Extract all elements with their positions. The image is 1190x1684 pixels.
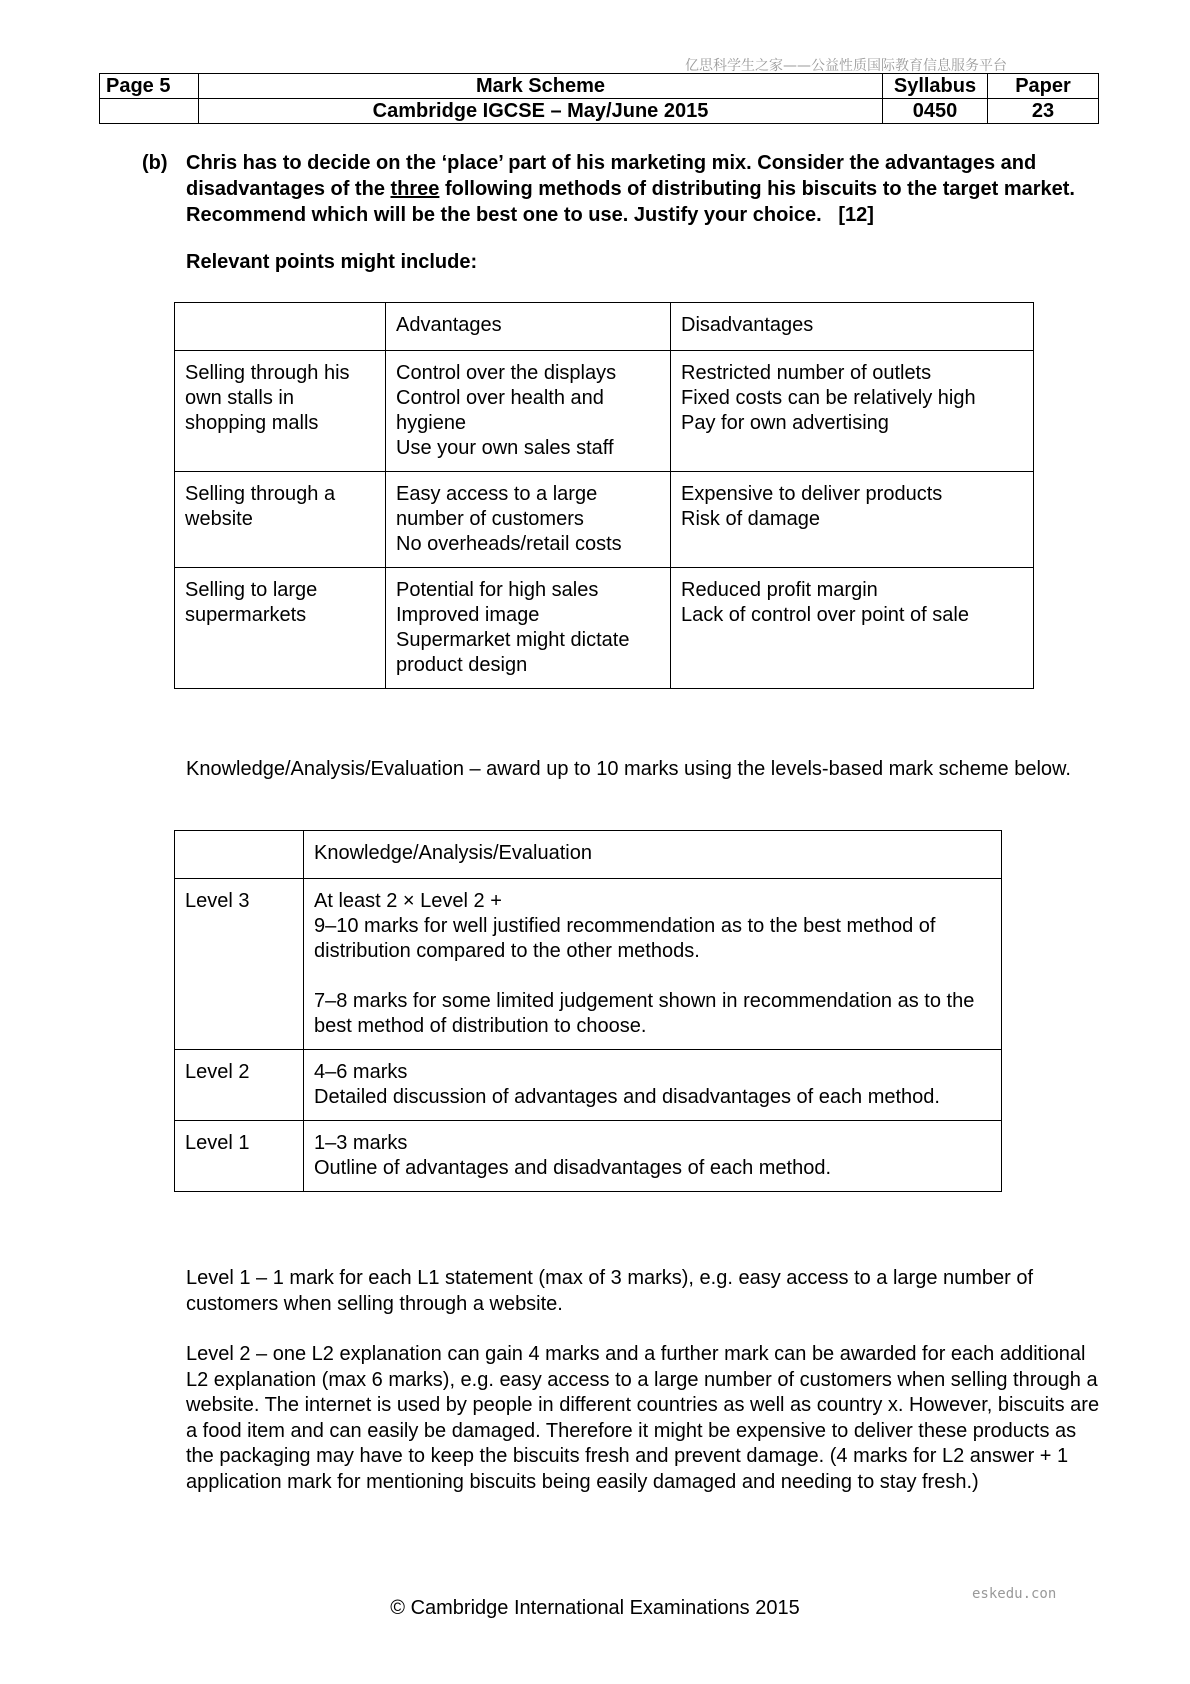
header-cell-empty [175, 831, 304, 879]
paper-value: 23 [988, 99, 1099, 124]
level-line: 7–8 marks for some limited judgement shown in recommendation as to the best method of distribution to choose. [314, 990, 975, 1037]
question-text-part2: following methods of distributing his biscuits to the target market. Recommend which will be the best one to use. Justify your choice. [186, 178, 1075, 226]
question-text-underlined: three [390, 178, 440, 200]
document-title: Mark Scheme [199, 74, 883, 99]
level-label: Level 1 [175, 1121, 304, 1192]
method-cell: Selling to large supermarkets [175, 568, 386, 689]
disadvantages-cell [671, 568, 1034, 689]
kae-intro: Knowledge/Analysis/Evaluation – award up to 10 marks using the levels-based mark scheme below. [186, 758, 1071, 780]
level-line: At least 2 × Level 2 + [314, 890, 502, 912]
method-cell: Selling through a website [175, 472, 386, 568]
advantage-item: Improved image [396, 604, 540, 626]
advantage-item: Control over health and hygiene [396, 387, 604, 434]
level1-note: Level 1 – 1 mark for each L1 statement (max of 3 marks), e.g. easy access to a large number of customers when selling through a website. [186, 1267, 1034, 1315]
advantage-item: No overheads/retail costs [396, 533, 622, 555]
table-header-row [175, 303, 1034, 351]
header-cell-kae: Knowledge/Analysis/Evaluation [304, 831, 1002, 879]
syllabus-label: Syllabus [883, 74, 988, 99]
spacer [314, 964, 991, 989]
disadvantages-cell [671, 472, 1034, 568]
method-cell: Selling through his own stalls in shopping malls [175, 351, 386, 472]
watermark-bottom: eskedu.con [972, 1586, 1057, 1602]
empty-cell [100, 99, 199, 124]
advantage-item: Easy access to a large number of customers [396, 483, 598, 530]
disadvantage-item: Reduced profit margin [681, 579, 878, 601]
copyright-footer: © Cambridge International Examinations 2015 [390, 1597, 800, 1619]
disadvantage-item: Expensive to deliver products [681, 483, 943, 505]
level-description [304, 879, 1002, 1050]
question-label: (b) [142, 152, 168, 174]
advantage-item: Potential for high sales [396, 579, 599, 601]
levels-table [174, 830, 1002, 1192]
advantage-item: Supermarket might dictate product design [396, 629, 630, 676]
level-line: 4–6 marks [314, 1061, 408, 1083]
mark-scheme-header [99, 73, 1099, 124]
advantage-item: Use your own sales staff [396, 437, 614, 459]
level-line: 9–10 marks for well justified recommendation as to the best method of distribution compared to the other methods. [314, 915, 936, 962]
level-line: Detailed discussion of advantages and disadvantages of each method. [314, 1086, 940, 1108]
advantage-item: Control over the displays [396, 362, 617, 384]
level2-note: Level 2 – one L2 explanation can gain 4 marks and a further mark can be awarded for each additional L2 explanation (max 6 marks), e.g. easy access to a large number of customers when selling through a website. The internet is used by people in different countries as well as country x. However, biscuits are a food item and can easily be damaged. Therefore it might be expensive to deliver these products as the packaging may have to keep the biscuits fresh and prevent damage. (4 marks for L2 answer + 1 application mark for mentioning biscuits being easily damaged and needing to stay fresh.) [186, 1343, 1100, 1493]
table-row [175, 351, 1034, 472]
disadvantage-item: Fixed costs can be relatively high [681, 387, 976, 409]
table-row [175, 1050, 1002, 1121]
document-subtitle: Cambridge IGCSE – May/June 2015 [199, 99, 883, 124]
question-text [186, 150, 1106, 228]
level-line: Outline of advantages and disadvantages of each method. [314, 1157, 832, 1179]
disadvantage-item: Lack of control over point of sale [681, 604, 969, 626]
syllabus-value: 0450 [883, 99, 988, 124]
advantages-cell [386, 472, 671, 568]
header-cell-empty [175, 303, 386, 351]
advantages-cell [386, 568, 671, 689]
level-line: 1–3 marks [314, 1132, 408, 1154]
disadvantage-item: Restricted number of outlets [681, 362, 932, 384]
disadvantages-cell [671, 351, 1034, 472]
relevant-points-heading: Relevant points might include: [186, 251, 478, 273]
paper-label: Paper [988, 74, 1099, 99]
level-label: Level 3 [175, 879, 304, 1050]
methods-table [174, 302, 1034, 689]
level-label: Level 2 [175, 1050, 304, 1121]
level-description [304, 1050, 1002, 1121]
header-cell-advantages: Advantages [386, 303, 671, 351]
page-number: Page 5 [100, 74, 199, 99]
table-row [175, 1121, 1002, 1192]
disadvantage-item: Pay for own advertising [681, 412, 889, 434]
table-row [175, 472, 1034, 568]
table-header-row [175, 831, 1002, 879]
table-row [175, 879, 1002, 1050]
disadvantage-item: Risk of damage [681, 508, 820, 530]
watermark-top: 亿思科学生之家——公益性质国际教育信息服务平台 [685, 58, 1007, 74]
table-row [175, 568, 1034, 689]
question-text-part1: Chris has to decide on the ‘place’ part of his marketing mix. Consider the advantages and disadvantages of the [186, 152, 1037, 200]
header-cell-disadvantages: Disadvantages [671, 303, 1034, 351]
question-marks: [12] [838, 204, 874, 226]
level-description [304, 1121, 1002, 1192]
advantages-cell [386, 351, 671, 472]
